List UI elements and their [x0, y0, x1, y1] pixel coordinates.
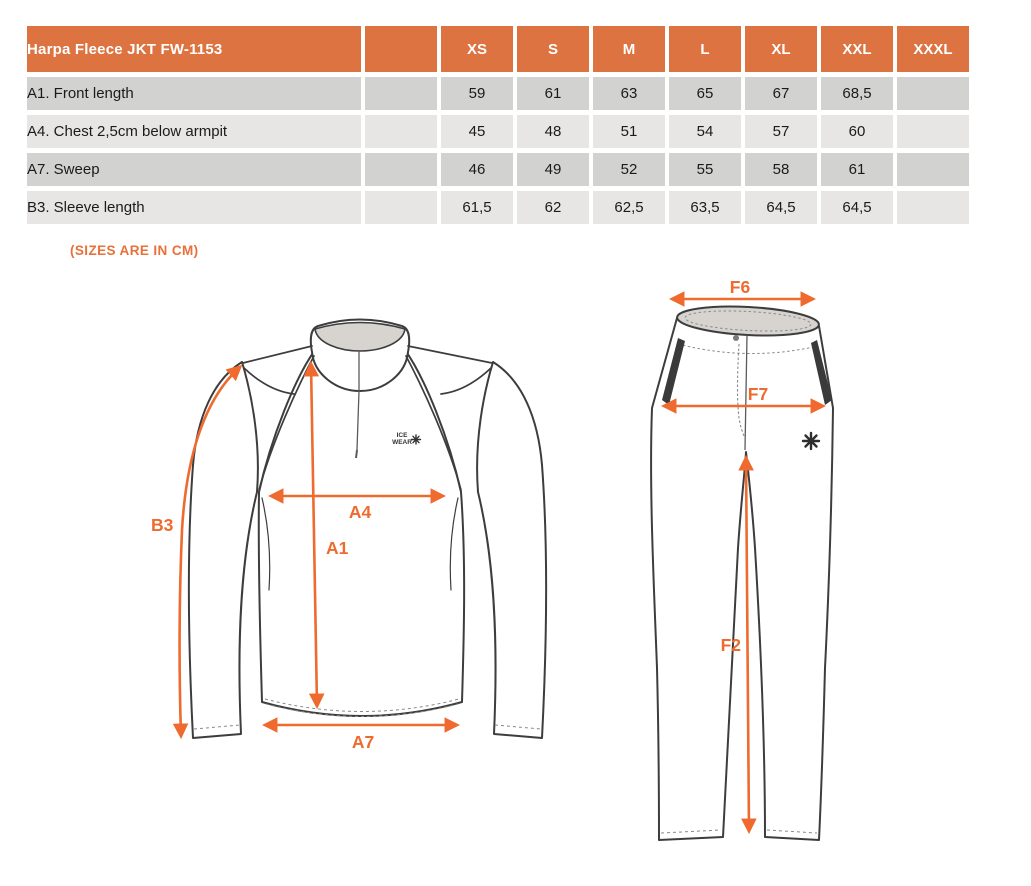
measurement-label: A1. Front length	[27, 77, 361, 110]
size-value: 64,5	[745, 191, 817, 224]
spacer-cell	[365, 191, 437, 224]
brand-text-line2: WEAR	[392, 439, 412, 446]
spacer-header-cell	[365, 26, 437, 72]
size-value: 48	[517, 115, 589, 148]
size-value: 59	[441, 77, 513, 110]
arrow-f2-inseam	[746, 458, 749, 831]
size-value	[897, 153, 969, 186]
brand-snowflake-icon	[412, 435, 421, 444]
pants-diagram	[645, 278, 840, 868]
spacer-cell	[365, 153, 437, 186]
brand-text-line1: ICE	[396, 432, 408, 439]
jacket-diagram	[145, 300, 550, 765]
size-column-header: L	[669, 26, 741, 72]
size-value: 62,5	[593, 191, 665, 224]
size-value: 45	[441, 115, 513, 148]
size-value: 61	[821, 153, 893, 186]
size-column-header: XL	[745, 26, 817, 72]
pants-brand-snowflake-icon	[803, 433, 819, 449]
spacer-cell	[365, 115, 437, 148]
label-f7: F7	[747, 384, 769, 404]
size-value: 57	[745, 115, 817, 148]
size-value: 58	[745, 153, 817, 186]
jacket-outline	[189, 320, 546, 739]
product-title: Harpa Fleece JKT FW-1153	[27, 26, 361, 72]
size-value: 52	[593, 153, 665, 186]
size-value: 61	[517, 77, 589, 110]
size-column-header: XXXL	[897, 26, 969, 72]
size-value: 60	[821, 115, 893, 148]
size-value: 49	[517, 153, 589, 186]
pants-outline	[651, 318, 833, 840]
measurement-label: A4. Chest 2,5cm below armpit	[27, 115, 361, 148]
size-value: 62	[517, 191, 589, 224]
measurement-label: B3. Sleeve length	[27, 191, 361, 224]
size-value: 68,5	[821, 77, 893, 110]
label-a4: A4	[348, 502, 372, 522]
size-value	[897, 115, 969, 148]
size-table-body	[27, 77, 969, 224]
size-value: 54	[669, 115, 741, 148]
size-column-header: XXL	[821, 26, 893, 72]
size-value	[897, 191, 969, 224]
table-row	[27, 153, 969, 186]
size-value: 64,5	[821, 191, 893, 224]
label-b3: B3	[151, 515, 174, 535]
size-value: 67	[745, 77, 817, 110]
label-f6: F6	[729, 278, 751, 297]
table-row	[27, 77, 969, 110]
table-row	[27, 191, 969, 224]
label-a7: A7	[351, 732, 375, 752]
size-column-header: M	[593, 26, 665, 72]
size-value: 63,5	[669, 191, 741, 224]
size-table	[23, 21, 973, 229]
size-value: 63	[593, 77, 665, 110]
units-note: (SIZES ARE IN CM)	[70, 243, 199, 258]
label-a1: A1	[326, 538, 349, 558]
size-value: 51	[593, 115, 665, 148]
size-value	[897, 77, 969, 110]
label-f2: F2	[720, 635, 741, 655]
waist-button	[733, 335, 739, 341]
size-value: 46	[441, 153, 513, 186]
spacer-cell	[365, 77, 437, 110]
size-value: 65	[669, 77, 741, 110]
size-value: 55	[669, 153, 741, 186]
size-column-header: S	[517, 26, 589, 72]
measurement-label: A7. Sweep	[27, 153, 361, 186]
table-row	[27, 115, 969, 148]
size-value: 61,5	[441, 191, 513, 224]
size-table-header-row	[27, 26, 969, 72]
size-column-header: XS	[441, 26, 513, 72]
